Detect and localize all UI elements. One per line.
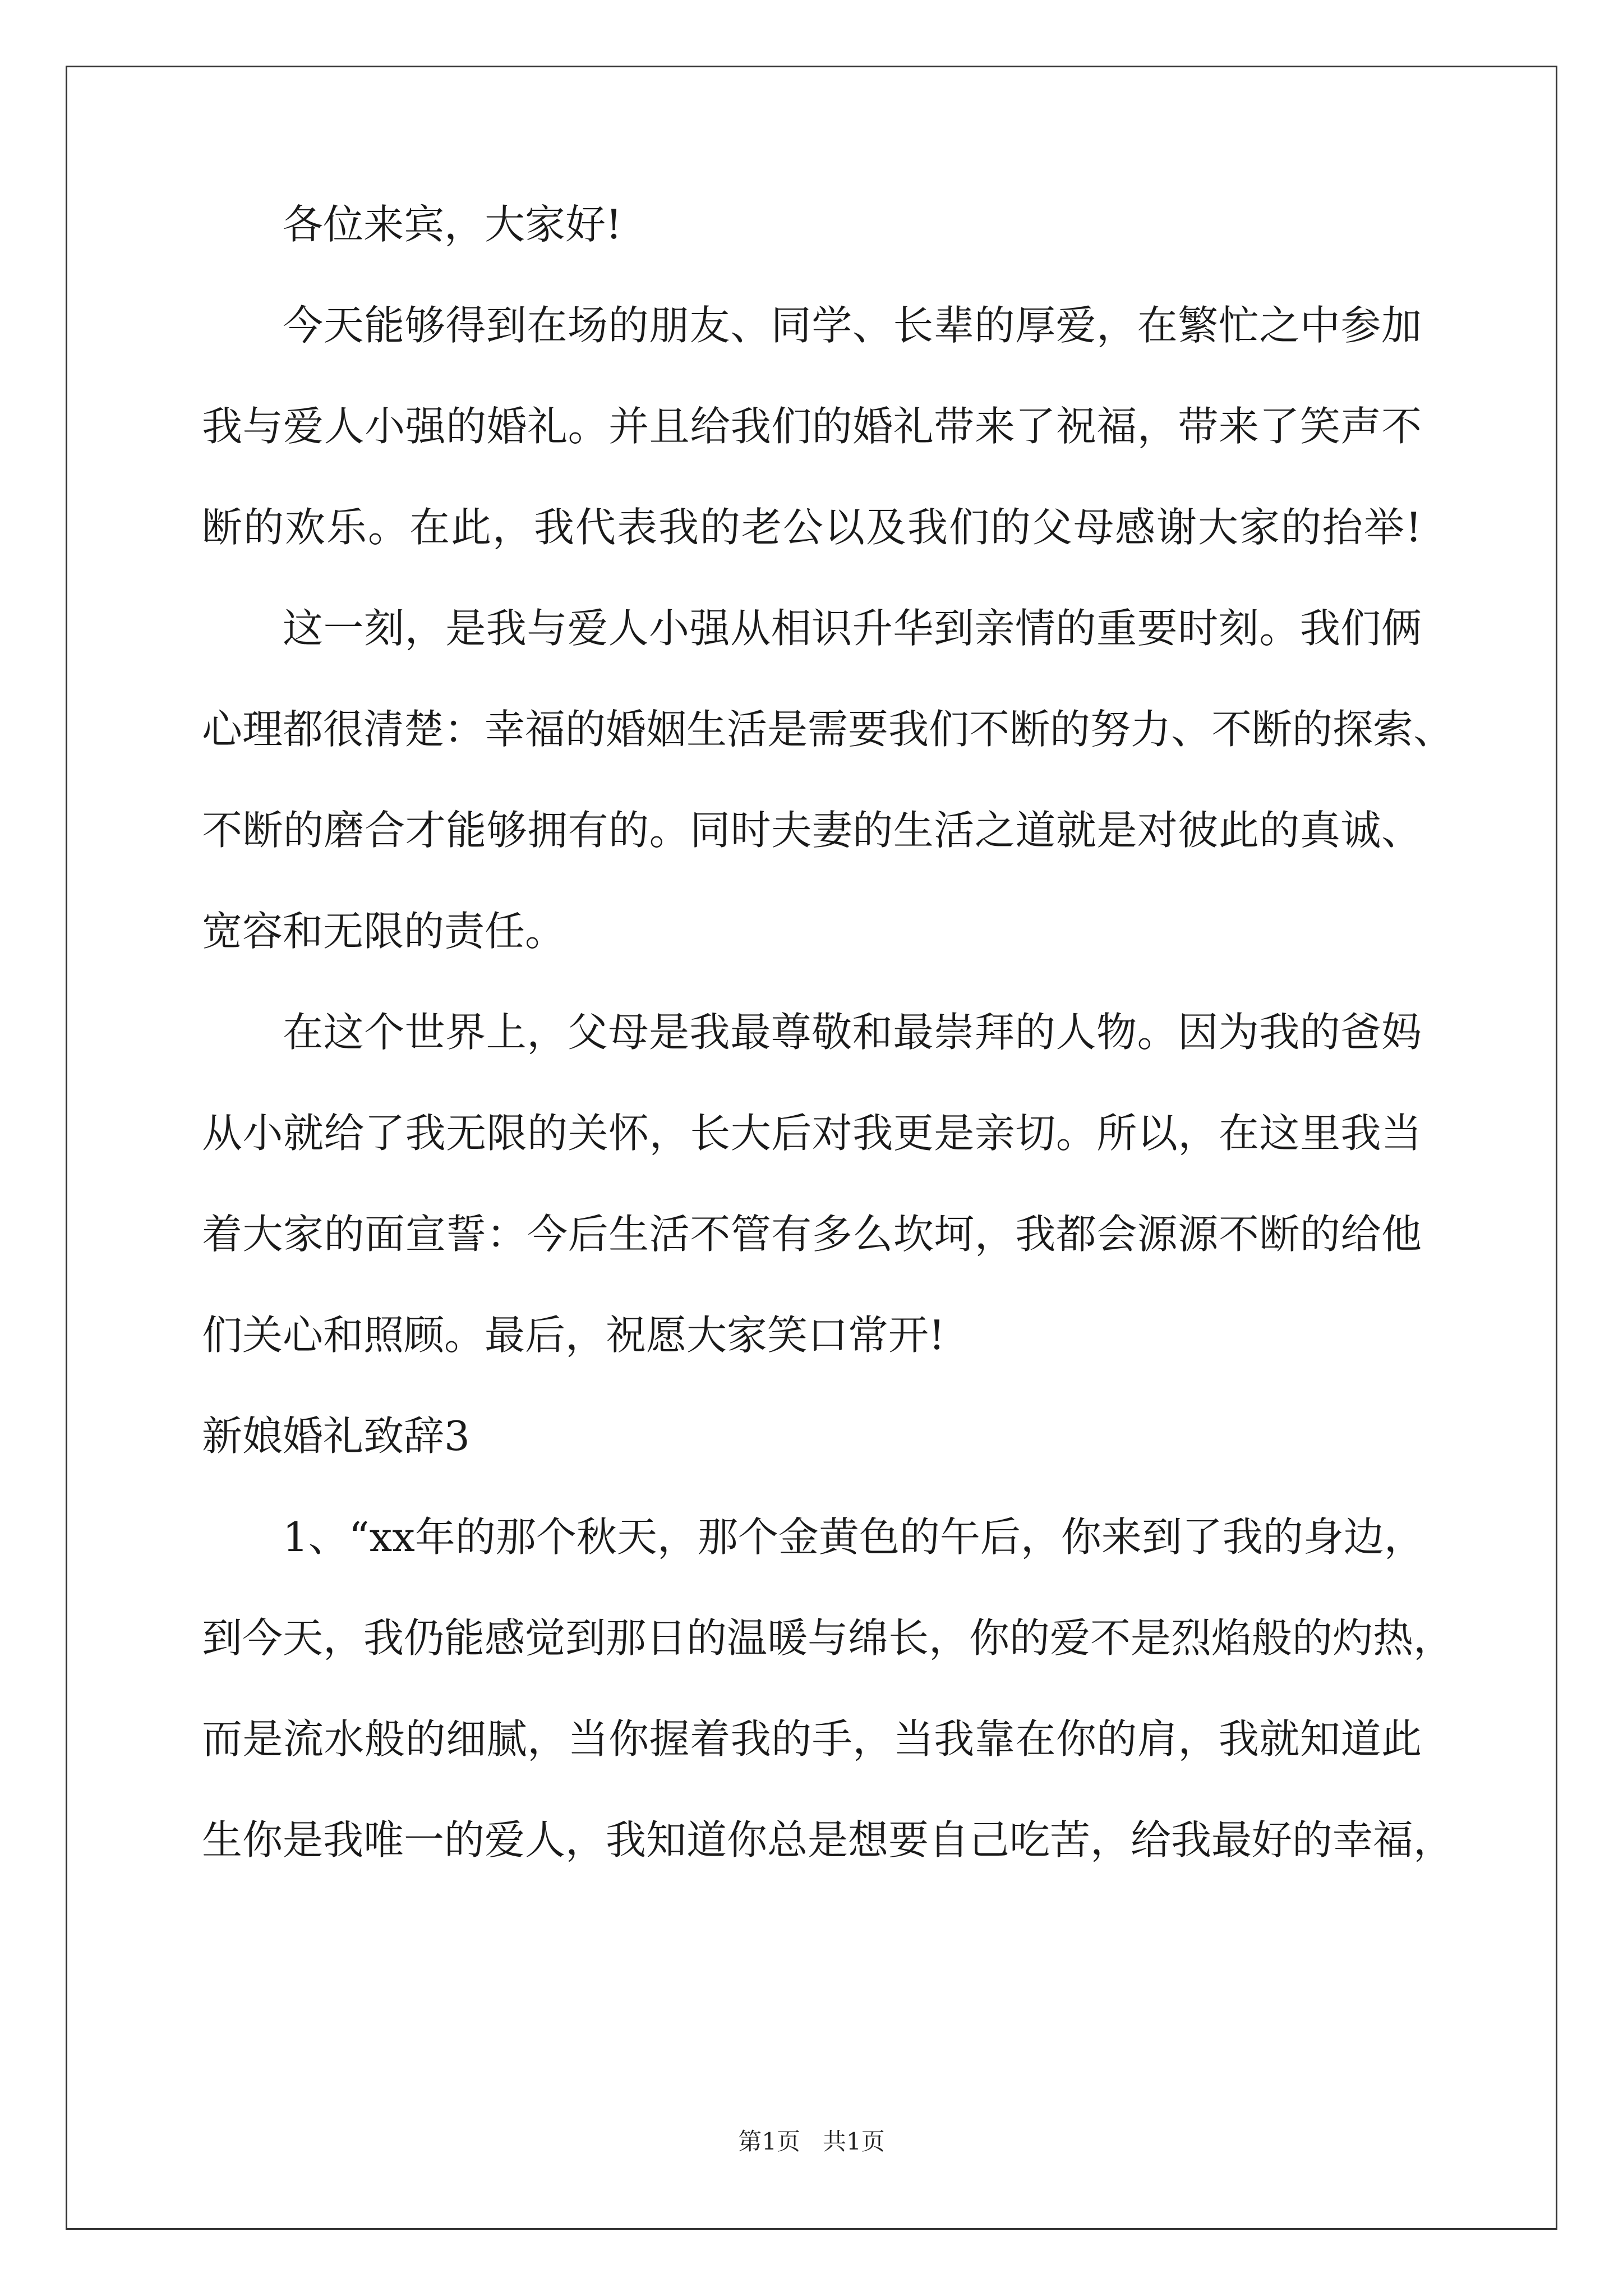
text-line: 我与爱人小强的婚礼。并且给我们的婚礼带来了祝福，带来了笑声不: [202, 403, 1422, 450]
text-line: 1、“xx年的那个秋天，那个金黄色的午后，你来到了我的身边，: [283, 1513, 1424, 1561]
text-line: 们关心和照顾。最后，祝愿大家笑口常开!: [202, 1312, 945, 1359]
section-heading: 新娘婚礼致辞3: [202, 1412, 470, 1460]
text-line: 今天能够得到在场的朋友、同学、长辈的厚爱，在繁忙之中参加: [283, 302, 1422, 349]
text-line: 这一刻，是我与爱人小强从相识升华到亲情的重要时刻。我们俩: [283, 605, 1422, 652]
text-line: 而是流水般的细腻，当你握着我的手，当我靠在你的肩，我就知道此: [202, 1715, 1422, 1763]
text-line: 在这个世界上，父母是我最尊敬和最崇拜的人物。因为我的爸妈: [283, 1009, 1422, 1056]
text-line: 生你是我唯一的爱人，我知道你总是想要自己吃苦，给我最好的幸福，: [202, 1816, 1454, 1864]
text-line: 着大家的面宣誓：今后生活不管有多么坎坷，我都会源源不断的给他: [202, 1211, 1422, 1258]
document-body: [202, 199, 1454, 1916]
page-number-footer: 第1页 共1页: [738, 2128, 885, 2155]
text-line: 断的欢乐。在此，我代表我的老公以及我们的父母感谢大家的抬举!: [202, 504, 1422, 551]
text-line: 心理都很清楚：幸福的婚姻生活是需要我们不断的努力、不断的探索、: [202, 706, 1454, 753]
text-line: 到今天，我仍能感觉到那日的温暖与绵长，你的爱不是烈焰般的灼热，: [202, 1614, 1454, 1662]
text-line: 各位来宾，大家好!: [283, 201, 622, 248]
text-line: 不断的磨合才能够拥有的。同时夫妻的生活之道就是对彼此的真诚、: [202, 807, 1422, 854]
text-line: 宽容和无限的责任。: [202, 908, 566, 955]
text-line: 从小就给了我无限的关怀，长大后对我更是亲切。所以，在这里我当: [202, 1110, 1422, 1157]
